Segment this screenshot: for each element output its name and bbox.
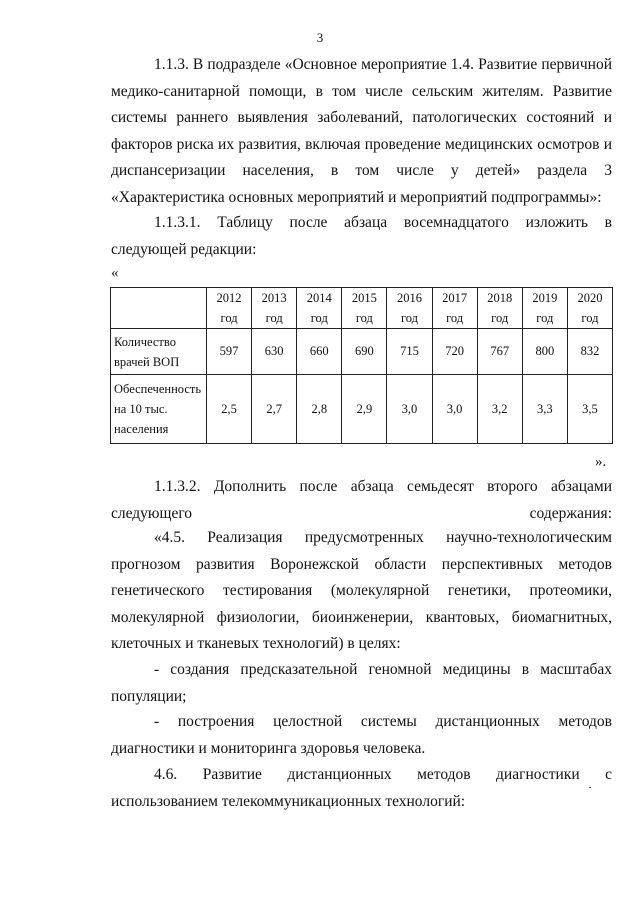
year-label: 2020 [577, 291, 603, 305]
year-unit: год [355, 311, 373, 325]
year-unit: год [536, 311, 554, 325]
row-label-cell [111, 329, 207, 375]
paragraph-1-1-3-1: 1.1.3.1. Таблицу после абзаца восемнадцатого изложить в следующей редакции: [111, 214, 612, 258]
year-unit: год [581, 311, 599, 325]
table-value-cell: 800 [522, 329, 567, 375]
paragraph-4-5: «4.5. Реализация предусмотренных научно-технологическим прогнозом развития Воронежской области перспективных методов генетического тестирования (молекулярной генетики, протеомики, молекулярной физиологии, биоинженерии, квантовых, биомагнитных, клеточных и тканевых технологий) в целях: [111, 529, 612, 652]
table-value-cell: 2,7 [252, 375, 297, 444]
row-label-line: врачей ВОП [114, 354, 180, 369]
table-value-cell: 660 [297, 329, 342, 375]
year-label: 2012 [216, 291, 242, 305]
doctors-table [110, 287, 613, 444]
table-value-cell: 3,5 [567, 375, 612, 444]
year-header-cell [387, 288, 432, 329]
year-header-cell [567, 288, 612, 329]
year-label: 2014 [306, 291, 332, 305]
table-value-cell: 715 [387, 329, 432, 375]
table-value-cell: 3,0 [387, 375, 432, 444]
year-label: 2019 [532, 291, 558, 305]
year-unit: год [220, 311, 238, 325]
year-header-cell [432, 288, 477, 329]
table-value-cell: 720 [432, 329, 477, 375]
year-header-cell [252, 288, 297, 329]
year-unit: год [265, 311, 283, 325]
table-value-cell: 2,5 [207, 375, 252, 444]
row-label-line: Обеспеченность [114, 382, 202, 396]
year-header-cell [207, 288, 252, 329]
paragraph-1-1-3: 1.1.3. В подразделе «Основное мероприятие 1.4. Развитие первичной медико-санитарной помощи, в том числе сельским жителям. Развитие системы раннего выявления заболеваний, патологических состояний и факторов риска их развития, включая проведение медицинских осмотров и диспансеризации населения, в том числе у детей» раздела 3 «Характеристика основных мероприятий и мероприятий подпрограммы»: [111, 56, 612, 206]
year-label: 2013 [261, 291, 287, 305]
closing-quote-mark: ». [595, 454, 607, 470]
paragraph-1-1-3-2: 1.1.3.2. Дополнить после абзаца семьдесят второго абзацами следующего содержания: [111, 478, 612, 522]
row-label-line: на 10 тыс. [114, 402, 168, 416]
table-row [111, 329, 613, 375]
year-label: 2017 [442, 291, 468, 305]
year-header-cell [342, 288, 387, 329]
table-corner-cell [111, 288, 207, 329]
year-label: 2018 [487, 291, 513, 305]
table-value-cell: 690 [342, 329, 387, 375]
table-value-cell: 3,2 [477, 375, 522, 444]
year-label: 2015 [351, 291, 377, 305]
table-value-cell: 630 [252, 329, 297, 375]
scan-mark [589, 787, 591, 788]
table-value-cell: 597 [207, 329, 252, 375]
row-label-line: Количество [114, 334, 176, 349]
year-header-cell [522, 288, 567, 329]
table-row [111, 375, 613, 444]
table-value-cell: 3,3 [522, 375, 567, 444]
year-unit: год [310, 311, 328, 325]
table-value-cell: 3,0 [432, 375, 477, 444]
row-label-line: населения [114, 422, 169, 436]
year-unit: год [491, 311, 509, 325]
table-value-cell: 2,9 [342, 375, 387, 444]
bullet-remote-diagnostics: - построения целостной системы дистанционных методов диагностики и мониторинга здоровья человека. [111, 713, 612, 757]
year-unit: год [446, 311, 464, 325]
year-label: 2016 [396, 291, 422, 305]
year-header-cell [477, 288, 522, 329]
opening-quote-mark: « [111, 265, 119, 281]
table-value-cell: 767 [477, 329, 522, 375]
table-value-cell: 2,8 [297, 375, 342, 444]
paragraph-4-6: 4.6. Развитие дистанционных методов диагностики с использованием телекоммуникационных технологий: [111, 766, 612, 810]
table-header-row [111, 288, 613, 329]
bullet-genomic-medicine: - создания предсказательной геномной медицины в масштабах популяции; [111, 661, 612, 705]
page-number: 3 [316, 30, 324, 45]
table-value-cell: 832 [567, 329, 612, 375]
year-header-cell [297, 288, 342, 329]
year-unit: год [400, 311, 419, 325]
row-label-cell [111, 375, 207, 444]
